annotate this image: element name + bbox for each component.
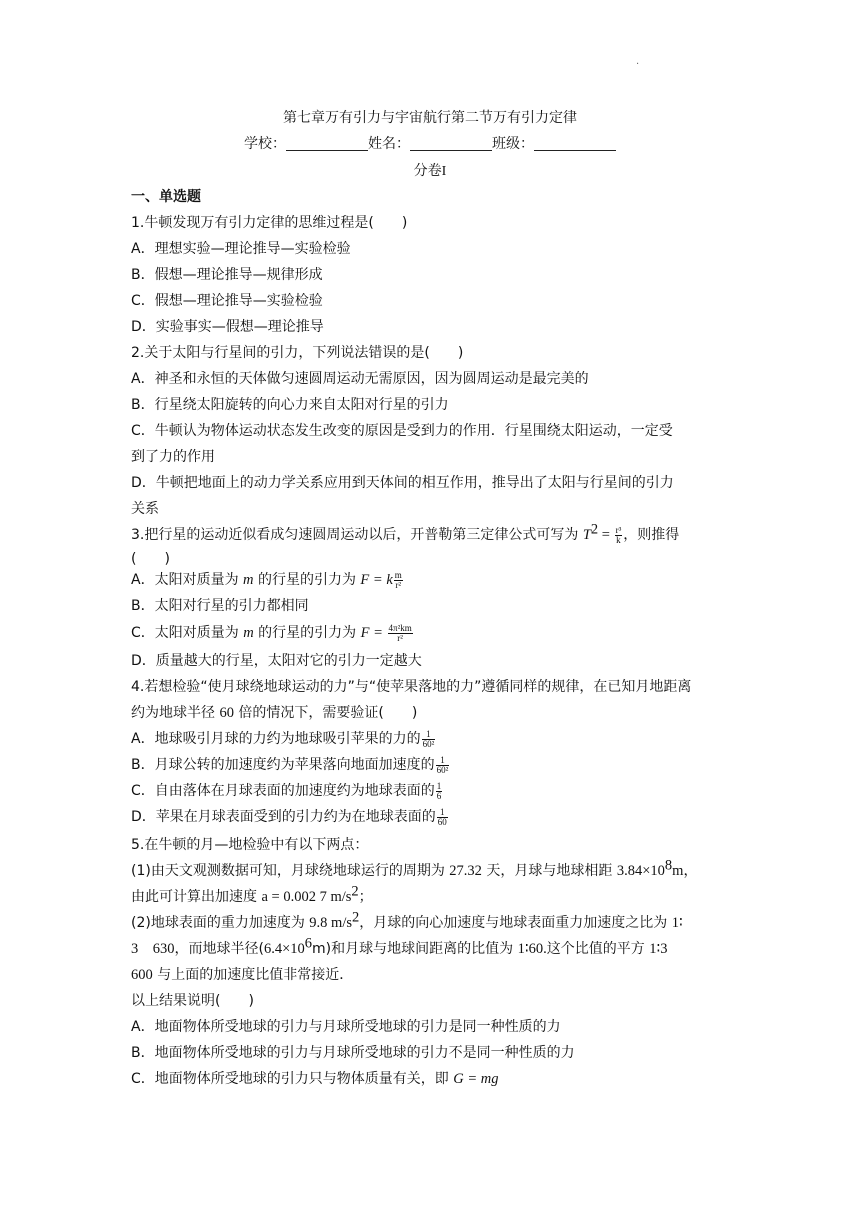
q4-b-den: 60² [436,764,449,775]
class-label: 班级： [492,136,534,152]
q4-stem2-b: 倍的情况下，需要验证( ) [238,705,418,721]
q5-c-formula: G = mg [453,1071,499,1087]
school-blank[interactable] [286,136,368,151]
q4-d-den: 60 [437,816,447,827]
q5-point1-line1 [131,857,741,881]
q3-option-c [131,623,741,643]
q2-option-c-line2: 到了力的作用 [131,449,215,465]
q3-a-fraction [394,571,403,590]
q4-b-fraction [436,756,450,775]
q3-formula-lhs: T [582,527,591,543]
name-blank[interactable] [410,136,492,151]
q2-option-d-line1: D．牛顿把地面上的动力学关系应用到天体间的相互作用，推导出了太阳与行星间的引力 [131,475,674,491]
q5-p2-l2b: ，而地球半径( [174,941,264,957]
q4-d-text: D．苹果在月球表面受到的引力约为在地球表面的 [131,809,436,825]
q3-c-text2: 的行星的引力为 [258,625,357,641]
q3-formula-den: k [616,534,621,545]
q4-d-fraction [437,808,448,827]
name-label: 姓名： [368,136,410,152]
q5-c-text: C．地面物体所受地球的引力只与物体质量有关，即 [131,1071,449,1087]
q2-option-a: A．神圣和永恒的天体做匀速圆周运动无需原因，因为圆周运动是最完美的 [131,371,589,387]
q5-p1-accel-exp: 2 [351,883,359,900]
page-title: 第七章万有引力与宇宙航行第二节万有引力定律 [283,110,577,126]
q5-p1-a: (1)由天文观测数据可知，月球绕地球运行的周期为 [131,863,445,879]
q5-p2-ratio2: 1∶60. [517,941,547,957]
q3-a-den: r² [395,579,402,590]
q5-p1-end: ； [358,889,373,905]
q3-c-text: C．太阳对质量为 [131,625,239,641]
q3-option-b: B．太阳对行星的引力都相同 [131,598,309,614]
q3-stem [131,521,741,545]
q3-formula-fraction [615,526,623,545]
q5-p1-period: 27.32 [449,863,482,879]
q3-c-den: r² [397,632,403,643]
q4-c-den: 6 [436,790,442,801]
q5-p2-l2a: 3 630 [131,941,175,957]
q5-option-c [131,1069,741,1089]
q2-option-d-line2: 关系 [131,501,159,517]
q1-option-c: C．假想—理论推导—实验检验 [131,293,323,309]
q4-d-num: 1 [437,808,448,818]
q3-c-num: 4π²km [388,622,412,633]
q3-a-text: A．太阳对质量为 [131,572,239,588]
q5-point2-line1 [131,909,741,933]
q2-option-c-line1: C．牛顿认为物体运动状态发生改变的原因是受到力的作用．行星围绕太阳运动，一定受 [131,423,673,439]
q5-p2-l2c: m)和月球与地球间距离的比值为 [312,941,514,957]
q3-option-a [131,570,741,590]
q5-point2-line3 [131,965,741,985]
q5-point1-line2 [131,883,741,907]
q5-p2-l3a: 600 [131,967,153,983]
q3-stem-tail: ，则推得 [623,527,680,543]
q1-stem: 1.牛顿发现万有引力定律的思维过程是( ) [131,215,408,231]
q3-a-num: m [394,569,402,580]
q3-a-var: m [243,572,254,588]
q4-a-text: A．地球吸引月球的力约为地球吸引苹果的力的 [131,731,421,747]
q3-formula-num: r³ [615,524,622,535]
q4-b-text: B．月球公转的加速度约为苹果落向地面加速度的 [131,757,435,773]
q3-formula-eq: = [598,527,614,543]
q5-p2-a: (2)地球表面的重力加速度为 [131,915,305,931]
q1-option-a: A．理想实验—理论推导—实验检验 [131,241,351,257]
student-info-row [0,133,860,153]
q5-p2-g-exp: 2 [352,909,360,926]
q5-p2-l3b: 与上面的加速度比值非常接近． [157,967,354,983]
class-blank[interactable] [534,136,616,151]
q4-a-num: 1 [422,730,436,740]
q3-option-d: D．质量越大的行星，太阳对它的引力一定越大 [131,653,422,669]
q2-option-b: B．行星绕太阳旋转的向心力来自太阳对行星的引力 [131,397,449,413]
q5-p1-dist-exp: 8 [664,857,673,874]
q4-a-den: 60² [422,738,435,749]
q4-stem2-num: 60 [219,705,234,721]
q5-p2-b: ，月球的向心加速度与地球表面重力加速度之比为 [359,915,668,931]
volume-numeral: I [441,164,447,179]
q4-option-b [131,755,741,775]
q5-p1-c: 由此可计算出加速度 [131,889,257,905]
q5-p2-radius-exp: 6 [304,935,313,952]
q4-c-text: C．自由落体在月球表面的加速度约为地球表面的 [131,783,435,799]
section-heading: 一、单选题 [131,189,201,205]
q5-p2-l2d: 这个比值的平方 [546,941,645,957]
q5-option-a: A．地面物体所受地球的引力与月球所受地球的引力是同一种性质的力 [131,1019,561,1035]
q5-stem: 5.在牛顿的月—地检验中有以下两点： [131,837,369,853]
q5-p2-g: 9.8 m/s [309,915,352,931]
q5-p1-unit: m， [672,863,698,879]
q2-stem: 2.关于太阳与行星间的引力，下列说法错误的是( ) [131,345,464,361]
q4-c-num: 1 [436,780,442,791]
q5-p2-ratio3: 1∶3 [649,941,668,957]
q5-p1-accel: a = 0.002 7 m/s [261,889,352,905]
q3-a-formula: F = k [360,572,393,588]
q3-c-formula: F = [360,625,387,641]
q5-option-b: B．地面物体所受地球的引力与月球所受地球的引力不是同一种性质的力 [131,1045,575,1061]
q4-c-fraction [436,782,443,801]
q3-stem-text: 3.把行星的运动近似看成匀速圆周运动以后，开普勒第三定律公式可写为 [131,527,579,543]
q5-p1-dist: 3.84×10 [616,863,665,879]
q5-p2-radius: 6.4×10 [263,941,305,957]
q1-option-b: B．假想—理论推导—规律形成 [131,267,323,283]
q5-point2-line2 [131,935,741,959]
volume-label [0,160,860,180]
q4-stem-line1: 4.若想检验“使月球绕地球运动的力”与“使苹果落地的力”遵循同样的规律，在已知月地距离 [131,679,692,695]
q5-p1-b: 天，月球与地球相距 [486,863,613,879]
corner-mark: . [636,56,640,67]
q4-option-a [131,729,741,749]
q5-p2-ratio1: 1∶ [671,915,683,931]
q3-a-text2: 的行星的引力为 [257,572,356,588]
q4-b-num: 1 [436,756,450,766]
school-label: 学校： [244,136,286,152]
q4-stem-line2 [131,703,741,723]
q3-stem-paren: ( ) [131,551,170,567]
q4-a-fraction [422,730,436,749]
q3-formula-exp: 2 [590,521,599,538]
q4-option-d [131,807,741,827]
q3-c-fraction [388,624,413,643]
volume-prefix: 分卷 [413,163,442,179]
q4-stem2-a: 约为地球半径 [131,705,215,721]
q5-conclusion: 以上结果说明( ) [131,993,254,1009]
q1-option-d: D．实验事实—假想—理论推导 [131,319,324,335]
q3-c-var: m [243,625,254,641]
q4-option-c [131,781,741,801]
